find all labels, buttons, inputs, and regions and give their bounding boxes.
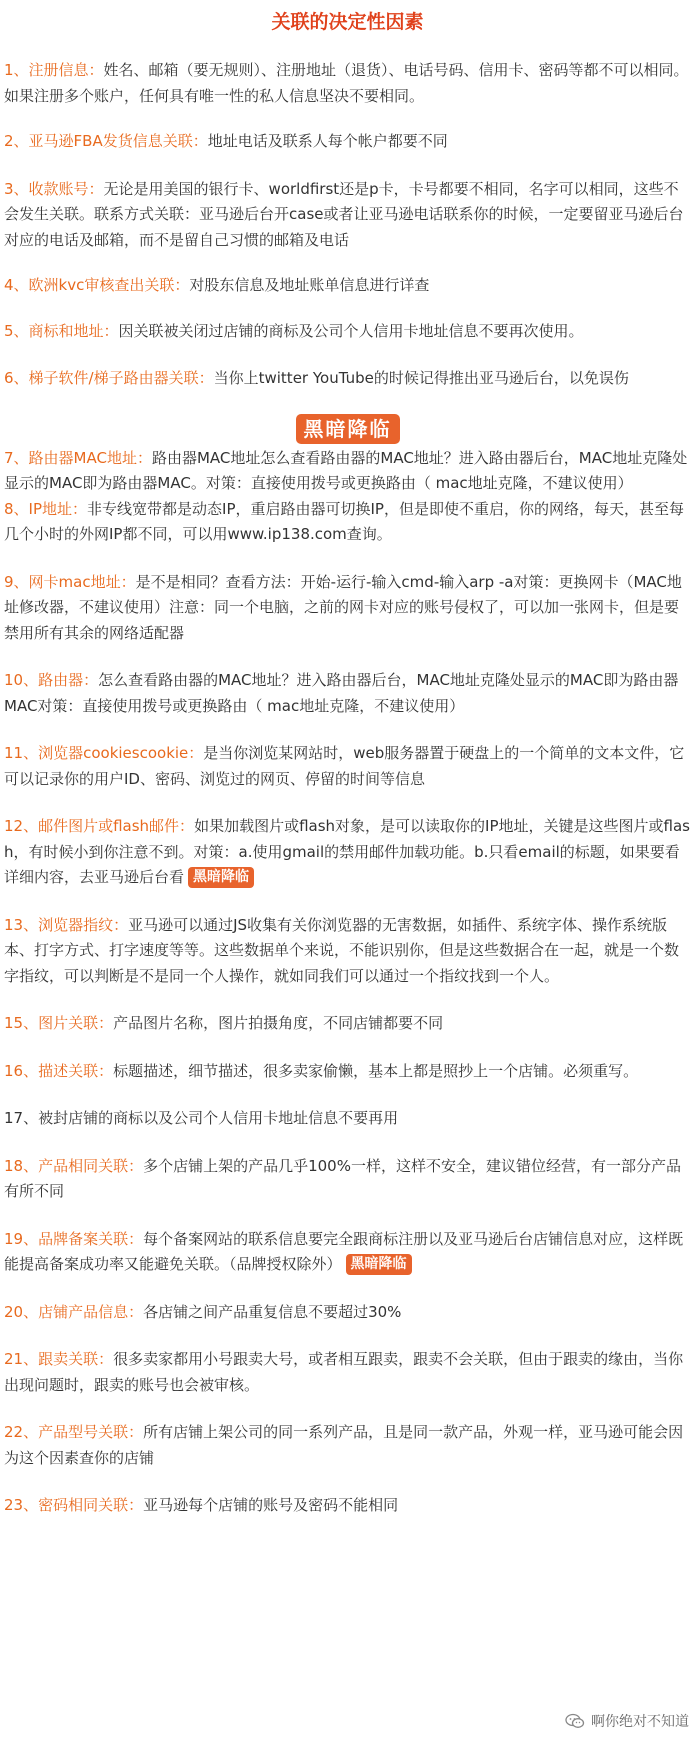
item-text: 无论是用美国的银行卡、worldfirst还是p卡，卡号都要不相同，名字可以相同，这些不会发生关联。联系方式关联：亚马逊后台开case或者让亚马逊电话联系你的时候，一定要留亚马逊后台对应的电话及邮箱，而不是留自己习惯的邮箱及电话 [4, 179, 684, 249]
item-text: 标题描述，细节描述，很多卖家偷懒，基本上都是照抄上一个店铺。必须重写。 [113, 1061, 639, 1080]
item-label: 18、产品相同关联： [4, 1156, 144, 1175]
item-text: 路由器MAC地址怎么查看路由器的MAC地址？进入路由器后台，MAC地址克隆处显示的MAC即为路由器MAC。对策：直接使用拨号或更换路由（ mac地址克隆，不建议使用） [4, 448, 688, 492]
item-label: 20、店铺产品信息： [4, 1302, 144, 1321]
list-item [4, 741, 691, 792]
wechat-icon [565, 1713, 585, 1729]
item-text: 怎么查看路由器的MAC地址？进入路由器后台，MAC地址克隆处显示的MAC即为路由器MAC对策：直接使用拨号或更换路由（ mac地址克隆，不建议使用） [4, 671, 679, 715]
item-text: 17、被封店铺的商标以及公司个人信用卡地址信息不要再用 [4, 1109, 399, 1127]
list-item [4, 273, 691, 299]
item-label: 3、收款账号： [4, 179, 104, 198]
item-label: 7、路由器MAC地址： [4, 448, 152, 467]
item-text: 对股东信息及地址账单信息进行详查 [189, 276, 430, 294]
center-badge-row [4, 414, 691, 446]
item-text: 亚马逊可以通过JS收集有关你浏览器的无害数据，如插件、系统字体、操作系统版本、打字方式、打字速度等等。这些数据单个来说，不能识别你，但是这些数据合在一起，就是一个数字指纹，可以判断是不是同一个人操作，就如同我们可以通过一个指纹找到一个人。 [4, 915, 680, 985]
list-item [4, 366, 691, 392]
item-text: 很多卖家都用小号跟卖大号，或者相互跟卖，跟卖不会关联，但由于跟卖的缘由，当你出现问题时，跟卖的账号也会被审核。 [4, 1350, 684, 1394]
list-item [4, 1420, 691, 1471]
list-item [4, 1347, 691, 1398]
item-label: 13、浏览器指纹： [4, 915, 129, 934]
item-label: 6、梯子软件/梯子路由器关联： [4, 369, 214, 387]
item-label: 9、网卡mac地址： [4, 572, 136, 591]
list-item [4, 1493, 691, 1519]
item-label: 21、跟卖关联： [4, 1350, 114, 1368]
list-item [4, 446, 691, 497]
item-label: 8、IP地址： [4, 499, 88, 518]
list-item [4, 1227, 691, 1278]
item-text: 是当你浏览某网站时，web服务器置于硬盘上的一个简单的文本文件，它可以记录你的用户ID、密码、浏览过的网页、停留的时间等信息 [4, 744, 685, 788]
item-label: 22、产品型号关联： [4, 1423, 144, 1441]
item-label: 5、商标和地址： [4, 321, 119, 340]
watermark-badge: 黑暗降临 [346, 1254, 412, 1275]
watermark-text: 啊你绝对不知道 [591, 1714, 689, 1730]
list-item [4, 129, 691, 155]
item-label: 19、品牌备案关联： [4, 1229, 144, 1248]
item-text: 多个店铺上架的产品几乎100%一样，这样不安全，建议错位经营，有一部分产品有所不同 [4, 1156, 681, 1200]
list-item [4, 814, 691, 891]
list-item [4, 58, 691, 109]
item-list [4, 58, 691, 1519]
list-item [4, 668, 691, 719]
item-label: 12、邮件图片或flash邮件： [4, 817, 195, 835]
item-label: 4、欧洲kvc审核查出关联： [4, 276, 190, 294]
watermark [565, 1711, 689, 1731]
list-item [4, 1154, 691, 1205]
page-title: 关联的决定性因素 [271, 11, 424, 33]
item-text: 各店铺之间产品重复信息不要超过30% [143, 1302, 402, 1321]
item-text: 姓名、邮箱（要无规则）、注册地址（退货）、电话号码、信用卡、密码等都不可以相同。如果注册多个账户，任何具有唯一性的私人信息坚决不要相同。 [4, 61, 689, 105]
list-item [4, 1106, 691, 1132]
list-item [4, 1059, 691, 1085]
list-item [4, 570, 691, 647]
list-item [4, 497, 691, 548]
list-item [4, 319, 691, 345]
item-label: 2、亚马逊FBA发货信息关联： [4, 132, 208, 150]
item-label: 23、密码相同关联： [4, 1496, 144, 1514]
list-item [4, 177, 691, 254]
item-text: 亚马逊每个店铺的账号及密码不能相同 [143, 1496, 399, 1514]
item-text: 地址电话及联系人每个帐户都要不同 [207, 132, 448, 150]
item-text: 非专线宽带都是动态IP，重启路由器可切换IP，但是即使不重启，你的网络，每天，甚至每几个小时的外网IP都不同，可以用www.ip138.com查询。 [4, 499, 684, 543]
item-label: 15、图片关联： [4, 1014, 114, 1032]
item-text: 是不是相同？查看方法：开始-运行-输入cmd-输入arp -a对策：更换网卡（MAC地址修改器，不建议使用）注意：同一个电脑，之前的网卡对应的账号侵权了，可以加一张网卡，但是要禁用所有其余的网络适配器 [4, 572, 682, 642]
item-text: 因关联被关闭过店铺的商标及公司个人信用卡地址信息不要再次使用。 [118, 321, 584, 340]
watermark-badge: 黑暗降临 [188, 867, 254, 888]
center-badge: 黑暗降临 [296, 414, 400, 444]
item-text: 当你上twitter YouTube的时候记得推出亚马逊后台，以免误伤 [213, 369, 629, 387]
item-label: 10、路由器： [4, 671, 99, 689]
list-item [4, 1300, 691, 1326]
item-label: 1、注册信息： [4, 61, 104, 79]
item-label: 11、浏览器cookiescookie： [4, 744, 204, 762]
list-item [4, 913, 691, 990]
item-label: 16、描述关联： [4, 1061, 114, 1080]
item-text: 产品图片名称，图片拍摄角度，不同店铺都要不同 [113, 1014, 444, 1032]
list-item [4, 1011, 691, 1037]
item-text: 所有店铺上架公司的同一系列产品，且是同一款产品，外观一样，亚马逊可能会因为这个因素查你的店铺 [4, 1423, 684, 1467]
item-text: 如果加载图片或flash对象，是可以读取你的IP地址，关键是这些图片或flash，有时候小到你注意不到。对策：a.使用gmail的禁用邮件加载功能。b.只看email的标题，如果要看详细内容，去亚马逊后台看 [4, 817, 690, 886]
item-text: 每个备案网站的联系信息要完全跟商标注册以及亚马逊后台店铺信息对应，这样既能提高备案成功率又能避免关联。（品牌授权除外） [4, 1229, 684, 1273]
